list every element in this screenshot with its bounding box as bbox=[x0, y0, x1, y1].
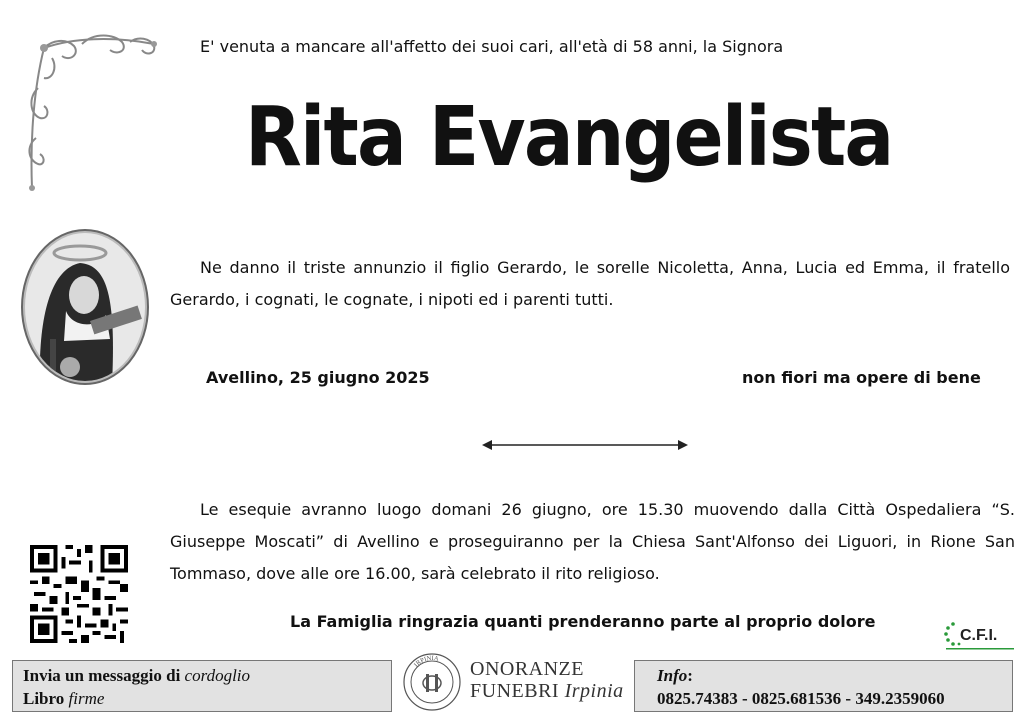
announcement-paragraph bbox=[170, 252, 1010, 316]
portrait-image bbox=[20, 229, 150, 385]
brand-line-1: ONORANZE bbox=[470, 658, 584, 680]
condolence-box[interactable] bbox=[12, 660, 392, 712]
funeral-home-logo-icon bbox=[402, 650, 462, 712]
cfi-logo-icon bbox=[940, 618, 1016, 652]
brand-line-2: FUNEBRI bbox=[470, 680, 560, 702]
double-arrow-icon bbox=[480, 436, 690, 454]
phone-numbers[interactable]: 0825.74383 - 0825.681536 - 349.2359060 bbox=[657, 689, 945, 708]
info-box: Info: 0825.74383 - 0825.681536 - 349.2359060 bbox=[634, 660, 1013, 712]
brand-em: Irpinia bbox=[564, 680, 624, 702]
guestbook-link[interactable]: Libro firme bbox=[23, 689, 105, 708]
family-thanks: La Famiglia ringrazia quanti prenderanno parte al proprio dolore bbox=[290, 612, 876, 631]
funeral-home-brand bbox=[470, 658, 624, 702]
deceased-name: Rita Evangelista bbox=[245, 90, 893, 185]
funeral-paragraph bbox=[170, 494, 1015, 590]
corner-ornament-icon bbox=[22, 28, 162, 198]
info-label: Info bbox=[657, 666, 688, 685]
qr-code-icon[interactable] bbox=[30, 545, 128, 643]
announcement-text: Ne danno il triste annunzio il figlio Gerardo, le sorelle Nicoletta, Anna, Lucia ed Emma, il fratello Gerardo, i cognati, le cognate, i nipoti ed i parenti tutti. bbox=[170, 258, 1010, 309]
intro-text: E' venuta a mancare all'affetto dei suoi cari, all'età di 58 anni, la Signora bbox=[200, 37, 784, 56]
place-date: Avellino, 25 giugno 2025 bbox=[206, 368, 430, 387]
send-message-link[interactable]: Invia un messaggio di cordoglio bbox=[23, 666, 251, 685]
logo-arc-text: IRPINIA bbox=[412, 654, 440, 669]
no-flowers-note: non fiori ma opere di bene bbox=[742, 368, 981, 387]
funeral-text: Le esequie avranno luogo domani 26 giugno, ore 15.30 muovendo dalla Città Ospedaliera “S. Giuseppe Moscati” di Avellino e proseguiranno per la Chiesa Sant'Alfonso dei Liguori, in Rione San Tommaso, dove alle ore 16.00, sarà celebrato il rito religioso. bbox=[170, 500, 1015, 583]
cfi-label: C.F.I. bbox=[960, 627, 998, 644]
